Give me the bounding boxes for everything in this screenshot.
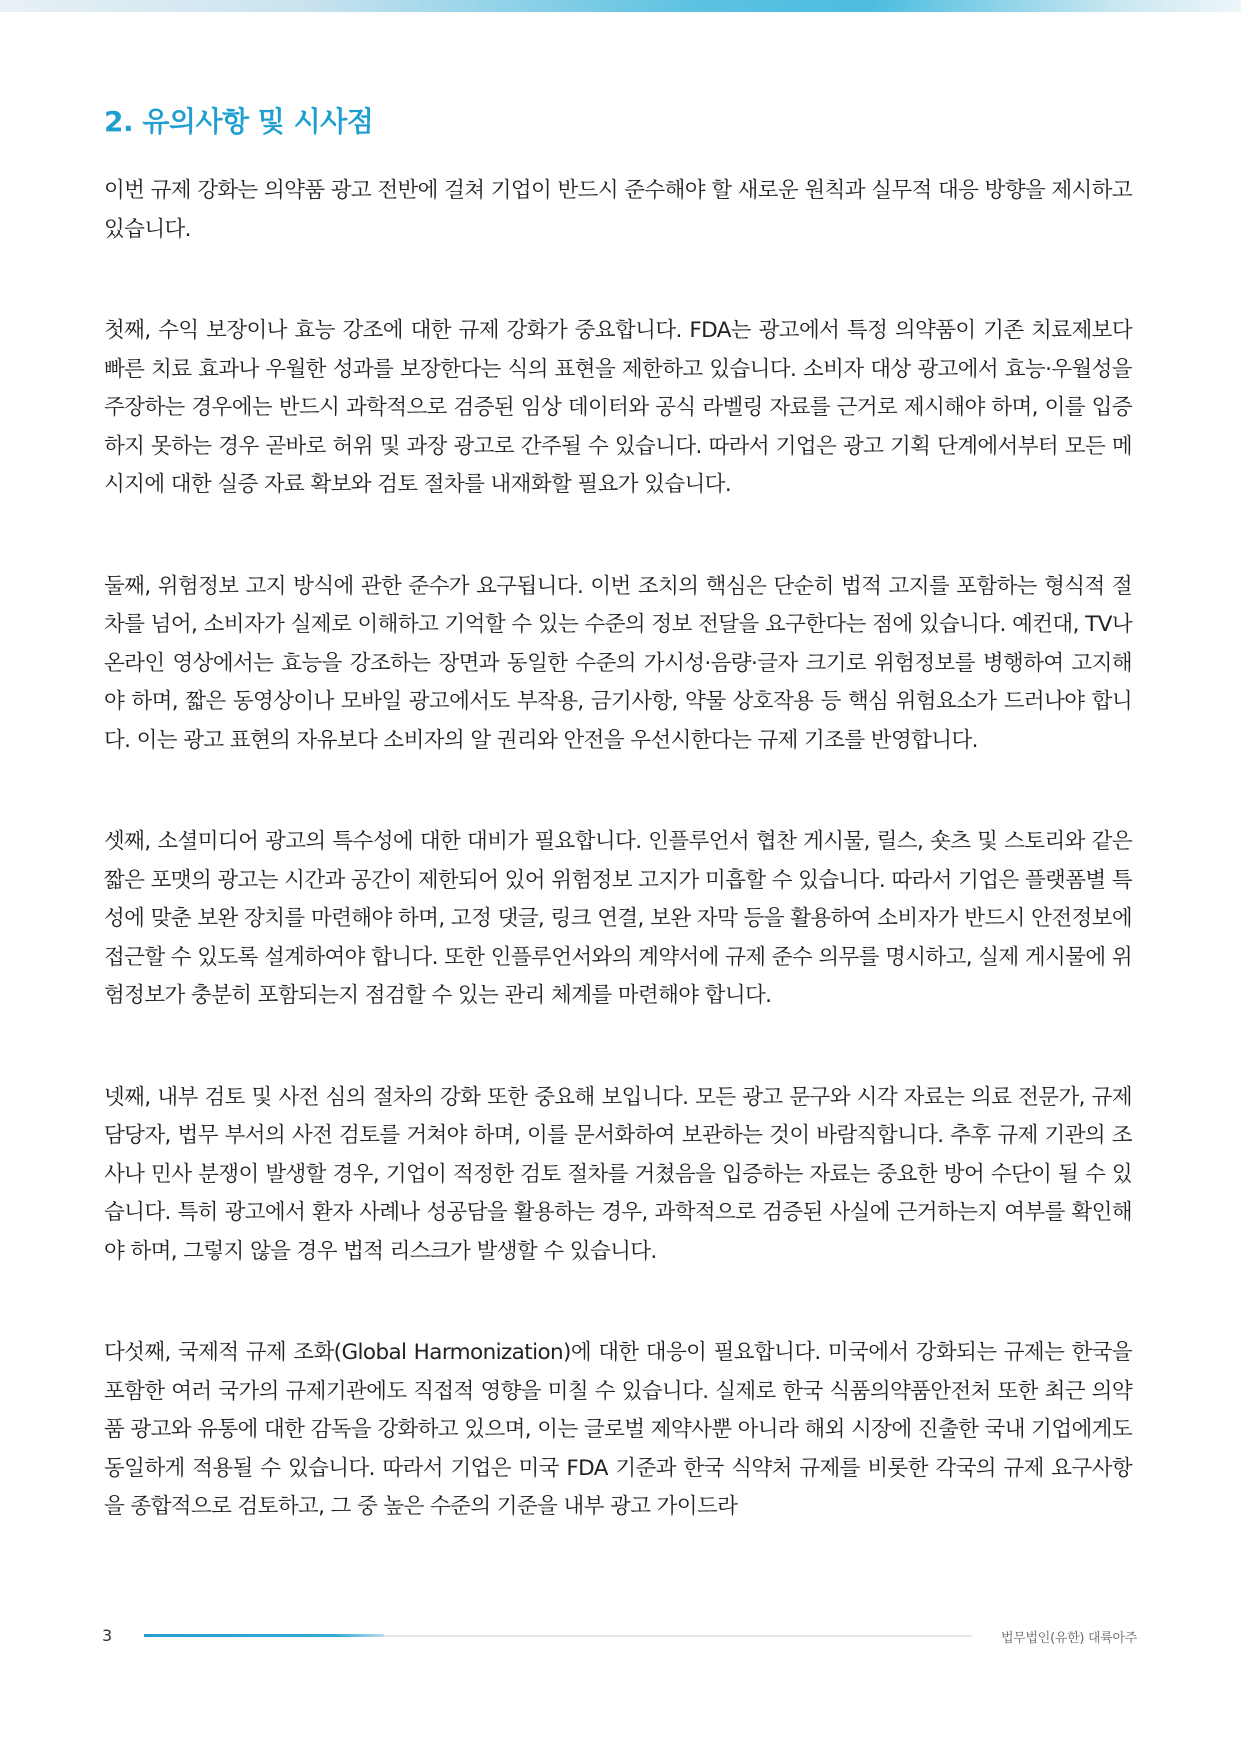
footer-divider-accent <box>144 1634 384 1637</box>
paragraph-fifth: 다섯째, 국제적 규제 조화(Global Harmonization)에 대한 대응이 필요합니다. 미국에서 강화되는 규제는 한국을 포함한 여러 국가의 규제기관에도 직접적 영향을 미칠 수 있습니다. 실제로 한국 식품의약품안전처 또한 최근 의약품 광고와 유통에 대한 감독을 강화하고 있으며, 이는 글로벌 제약사뿐 아니라 해외 시장에 진출한 국내 기업에게도 동일하게 적용될 수 있습니다. 따라서 기업은 미국 FDA 기준과 한국 식약처 규제를 비롯한 각국의 규제 요구사항을 종합적으로 검토하고, 그 중 높은 수준의 기준을 내부 광고 가이드라 <box>104 1340 1132 1519</box>
paragraph-first: 첫째, 수익 보장이나 효능 강조에 대한 규제 강화가 중요합니다. FDA는 광고에서 특정 의약품이 기존 치료제보다 빠른 치료 효과나 우월한 성과를 보장한다는 식의 표현을 제한하고 있습니다. 소비자 대상 광고에서 효능·우월성을 주장하는 경우에는 반드시 과학적으로 검증된 임상 데이터와 공식 라벨링 자료를 근거로 제시해야 하며, 이를 입증하지 못하는 경우 곧바로 허위 및 과장 광고로 간주될 수 있습니다. 따라서 기업은 광고 기획 단계에서부터 모든 메시지에 대한 실증 자료 확보와 검토 절차를 내재화할 필요가 있습니다. <box>104 318 1132 497</box>
paragraph-third: 셋째, 소셜미디어 광고의 특수성에 대한 대비가 필요합니다. 인플루언서 협찬 게시물, 릴스, 숏츠 및 스토리와 같은 짧은 포맷의 광고는 시간과 공간이 제한되어 있어 위험정보 고지가 미흡할 수 있습니다. 따라서 기업은 플랫폼별 특성에 맞춘 보완 장치를 마련해야 하며, 고정 댓글, 링크 연결, 보완 자막 등을 활용하여 소비자가 반드시 안전정보에 접근할 수 있도록 설계하여야 합니다. 또한 인플루언서와의 계약서에 규제 준수 의무를 명시하고, 실제 게시물에 위험정보가 충분히 포함되는지 점검할 수 있는 관리 체계를 마련해야 합니다. <box>104 829 1132 1008</box>
top-accent-bar <box>0 0 1241 12</box>
page-number: 3 <box>102 1626 113 1645</box>
paragraph-intro: 이번 규제 강화는 의약품 광고 전반에 걸쳐 기업이 반드시 준수해야 할 새로운 원칙과 실무적 대응 방향을 제시하고 있습니다. <box>104 178 1132 242</box>
section-title: 2. 유의사항 및 시사점 <box>104 105 374 138</box>
footer-firm-name: 법무법인(유한) 대륙아주 <box>1001 1631 1137 1646</box>
document-body <box>104 172 1132 1590</box>
paragraph-fourth: 넷째, 내부 검토 및 사전 심의 절차의 강화 또한 중요해 보입니다. 모든 광고 문구와 시각 자료는 의료 전문가, 규제 담당자, 법무 부서의 사전 검토를 거쳐야 하며, 이를 문서화하여 보관하는 것이 바람직합니다. 추후 규제 기관의 조사나 민사 분쟁이 발생할 경우, 기업이 적정한 검토 절차를 거쳤음을 입증하는 자료는 중요한 방어 수단이 될 수 있습니다. 특히 광고에서 환자 사례나 성공담을 활용하는 경우, 과학적으로 검증된 사실에 근거하는지 여부를 확인해야 하며, 그렇지 않을 경우 법적 리스크가 발생할 수 있습니다. <box>104 1084 1132 1264</box>
paragraph-second: 둘째, 위험정보 고지 방식에 관한 준수가 요구됩니다. 이번 조치의 핵심은 단순히 법적 고지를 포함하는 형식적 절차를 넘어, 소비자가 실제로 이해하고 기억할 수 있는 수준의 정보 전달을 요구한다는 점에 있습니다. 예컨대, TV나 온라인 영상에서는 효능을 강조하는 장면과 동일한 수준의 가시성·음량·글자 크기로 위험정보를 병행하여 고지해야 하며, 짧은 동영상이나 모바일 광고에서도 부작용, 금기사항, 약물 상호작용 등 핵심 위험요소가 드러나야 합니다. 이는 광고 표현의 자유보다 소비자의 알 권리와 안전을 우선시한다는 규제 기조를 반영합니다. <box>104 573 1132 753</box>
